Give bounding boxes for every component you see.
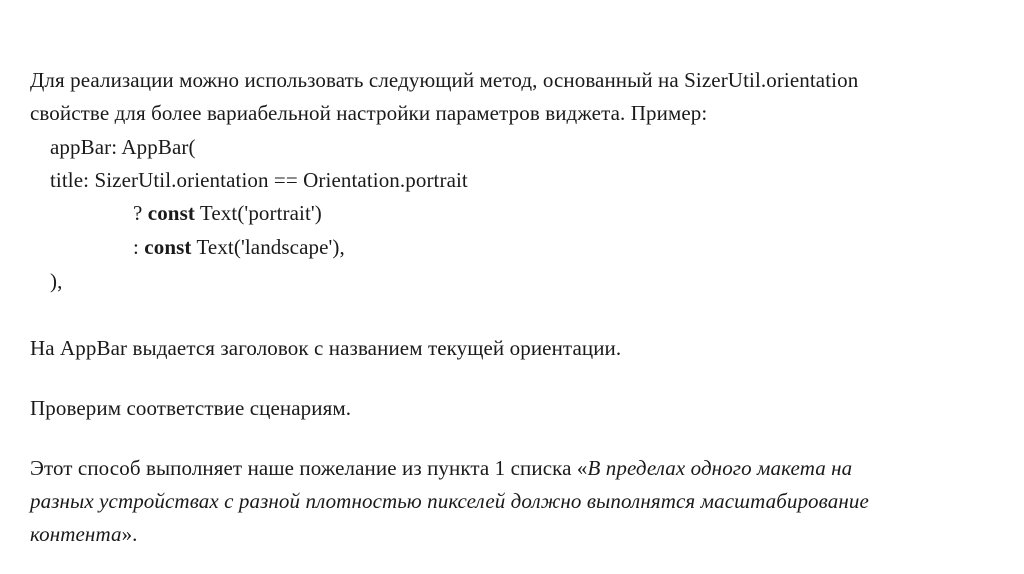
code-line-1: appBar: AppBar( <box>50 135 196 159</box>
conclusion-quote-end: контента <box>30 522 122 546</box>
paragraph-conclusion-line-1 <box>30 454 852 482</box>
code-line-4-prefix: : <box>133 235 145 259</box>
paragraph-appbar: На AppBar выдается заголовок с названием текущей ориентации. <box>30 336 622 360</box>
code-line-3-keyword: const <box>147 201 195 225</box>
conclusion-plain-text: Этот способ выполняет наше пожелание из пункта 1 списка « <box>30 456 588 480</box>
code-line-3 <box>133 199 322 227</box>
code-line-2: title: SizerUtil.orientation == Orientation.portrait <box>50 168 468 192</box>
paragraph-conclusion-line-2: разных устройствах с разной плотностью пикселей должно выполнятся масштабирование <box>30 489 869 513</box>
code-line-3-prefix: ? <box>133 201 148 225</box>
code-line-3-rest: Text('portrait') <box>194 201 322 225</box>
intro-line-2: свойстве для более вариабельной настройки параметров виджета. Пример: <box>30 101 708 125</box>
conclusion-closing: ». <box>121 522 138 546</box>
intro-line-1: Для реализации можно использовать следующий метод, основанный на SizerUtil.orientation <box>30 68 859 92</box>
conclusion-quote-start: В пределах одного макета на <box>587 456 853 480</box>
paragraph-check: Проверим соответствие сценариям. <box>30 396 352 420</box>
paragraph-conclusion-line-3 <box>30 520 138 548</box>
code-line-5: ), <box>50 269 63 293</box>
code-line-4 <box>133 233 345 261</box>
code-line-4-rest: Text('landscape'), <box>191 235 345 259</box>
code-line-4-keyword: const <box>144 235 192 259</box>
